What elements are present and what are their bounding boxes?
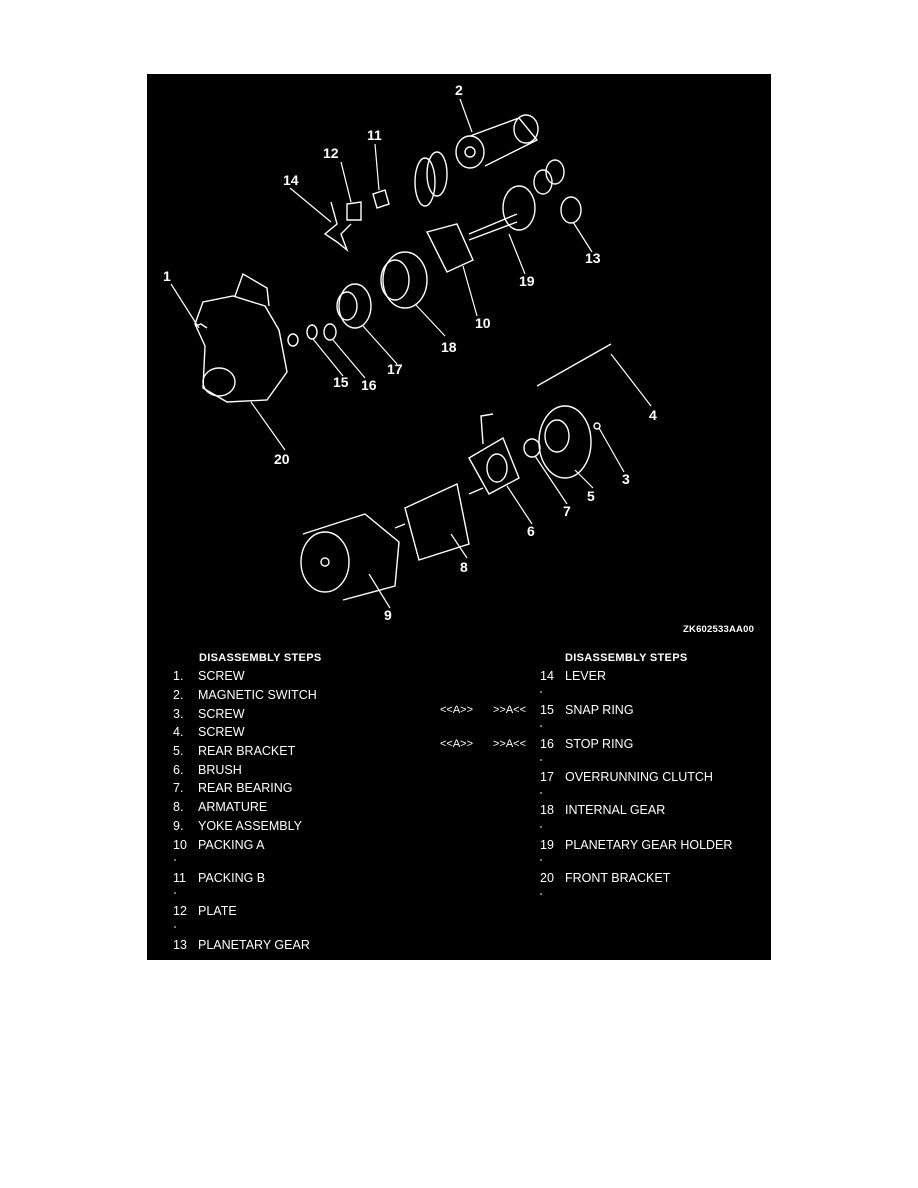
callout-12: 12: [323, 145, 339, 161]
callout-10: 10: [475, 315, 491, 331]
callout-19: 19: [519, 273, 535, 289]
separator-dot: [540, 826, 542, 828]
left-steps-header: DISASSEMBLY STEPS: [199, 652, 322, 664]
clutch-drawing: [307, 284, 371, 340]
separator-dot: [540, 792, 542, 794]
armature-drawing: [395, 484, 483, 560]
separator-dot: [540, 691, 542, 693]
rear-bracket-drawing: [524, 406, 600, 478]
callout-14: 14: [283, 172, 299, 188]
callout-13: 13: [585, 250, 601, 266]
callout-5: 5: [587, 488, 595, 504]
callout-labels: [163, 82, 657, 623]
lever-plate-packing-drawing: [325, 190, 389, 250]
reference-mark: >>A<<: [493, 704, 527, 716]
reference-mark: <<A>>: [440, 704, 474, 716]
brush-holder-drawing: [469, 414, 519, 494]
separator-dot: [174, 926, 176, 928]
callout-16: 16: [361, 377, 377, 393]
callout-18: 18: [441, 339, 457, 355]
callout-11: 11: [367, 127, 382, 143]
internal-gear-drawing: [381, 224, 473, 308]
separator-dot: [540, 893, 542, 895]
callout-15: 15: [333, 374, 349, 390]
reference-mark: >>A<<: [493, 738, 527, 750]
through-bolt-drawing: [537, 344, 611, 386]
callout-9: 9: [384, 607, 392, 623]
gear-holder-drawing: [469, 186, 535, 240]
callout-6: 6: [527, 523, 535, 539]
callout-1: 1: [163, 268, 171, 284]
separator-dot: [540, 759, 542, 761]
callout-7: 7: [563, 503, 571, 519]
magnetic-switch-drawing: [415, 115, 538, 206]
yoke-assembly-drawing: [301, 514, 399, 600]
separator-dot: [174, 859, 176, 861]
exploded-view-diagram: [147, 74, 771, 634]
callout-3: 3: [622, 471, 630, 487]
figure-code: ZK602533AA00: [683, 624, 755, 635]
front-bracket-drawing: [195, 274, 298, 402]
callout-2: 2: [455, 82, 463, 98]
callout-20: 20: [274, 451, 290, 467]
reference-mark: <<A>>: [440, 738, 474, 750]
separator-dot: [174, 892, 176, 894]
callout-8: 8: [460, 559, 468, 575]
separator-dot: [540, 859, 542, 861]
separator-dot: [540, 725, 542, 727]
planetary-gears-drawing: [534, 160, 581, 223]
right-steps-header: DISASSEMBLY STEPS: [565, 652, 688, 664]
diagram-panel: 2 11 12 14 13 19 10 18 17 16 15 1 20 4 3 5 7 6 8 9 ZK602533AA00 DISASSEMBLY STEPS DISASSEMBLY STEPS 1. SCREW 2. MAGNETIC SWITCH 3. SCREW 4. SCREW 5. REAR BRACKET 6. BRUSH 7. REAR BEARING 8. ARMATURE 9. YOKE ASSEMBLY 10 PACKING A 11 PACKING B 12 PLATE 13 PLANETARY GEAR 14 LEVER <<A>> >>A<< 15 SNAP RING <<A>> >>A<< 16 STOP RING 17 OVERRUNNING CLUTCH 18 INTERNAL GEAR 19 PLANETARY GEAR HOLDER 20 FRONT BRACKET: [147, 74, 771, 960]
callout-4: 4: [649, 407, 657, 423]
callout-17: 17: [387, 361, 403, 377]
